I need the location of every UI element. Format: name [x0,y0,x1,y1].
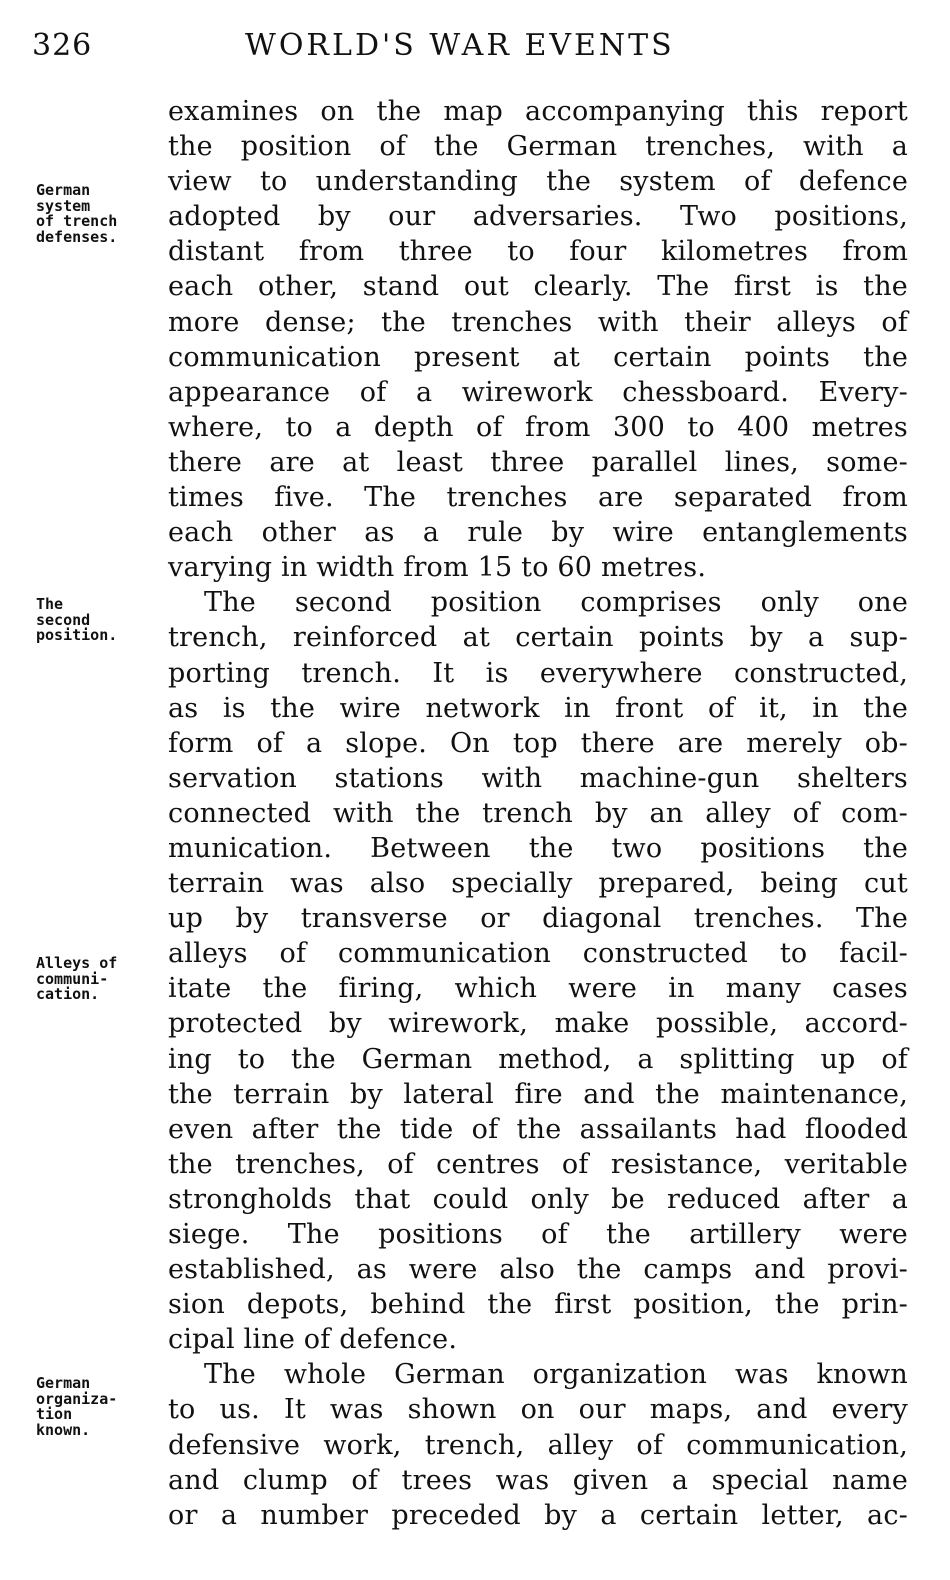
margin-note-trench-defenses: German system of trench defenses. [36,181,118,246]
text-line: the trenches, of centres of resistance, veritable [168,1148,908,1180]
text-line: trench, reinforced at certain points by a sup- [168,622,908,654]
text-line: up by transverse or diagonal trenches. The [168,903,908,935]
text-line: view to understanding the system of defence [168,166,908,198]
text-line: cipal line of defence. [168,1324,458,1356]
text-line: The second position comprises only one [204,587,908,619]
text-line: to us. It was shown on our maps, and every [168,1394,908,1426]
text-line: the terrain by lateral fire and the maintenance, [168,1078,908,1110]
running-head: WORLD'S WAR EVENTS [245,28,675,63]
text-line: defensive work, trench, alley of communication, [168,1429,908,1461]
text-line: even after the tide of the assailants had flooded [168,1113,908,1145]
text-line: appearance of a wirework chessboard. Every- [168,376,908,408]
text-line: protected by wirework, make possible, accord- [168,1008,908,1040]
text-line: strongholds that could only be reduced after a [168,1183,908,1215]
margin-note-organization: German organiza- tion known. [36,1374,118,1439]
text-line: The whole German organization was known [204,1359,908,1391]
text-line: communication present at certain points the [168,341,908,373]
text-line: as is the wire network in front of it, in the [168,692,908,724]
margin-note-second-position: The second position. [36,595,118,644]
text-line: the position of the German trenches, with a [168,131,908,163]
text-line: adopted by our adversaries. Two positions, [168,201,908,233]
text-line: alleys of communication constructed to facil- [168,938,908,970]
text-line: siege. The positions of the artillery were [168,1219,908,1250]
text-line: varying in width from 15 to 60 metres. [168,552,707,584]
text-line: terrain was also specially prepared, being cut [168,868,908,900]
text-line: each other as a rule by wire entanglements [168,517,908,549]
text-line: more dense; the trenches with their alleys of [168,306,908,338]
text-line: munication. Between the two positions the [168,832,908,864]
text-line: sion depots, behind the first position, the prin- [168,1289,908,1321]
text-line: there are at least three parallel lines, some- [168,446,908,478]
text-line: servation stations with machine-gun shelters [168,762,908,794]
body-text [168,94,908,1533]
text-line: examines on the map accompanying this report [168,96,908,127]
text-line: connected with the trench by an alley of com- [168,797,908,829]
page-number: 326 [32,28,93,63]
text-line: porting trench. It is everywhere constructed, [168,657,908,689]
text-line: established, as were also the camps and provi- [168,1254,908,1286]
text-line: distant from three to four kilometres from [168,236,908,268]
page-header [0,22,950,72]
text-line: form of a slope. On top there are merely ob- [168,727,908,759]
text-line: times five. The trenches are separated from [168,482,908,514]
text-line: or a number preceded by a certain letter, ac- [168,1499,908,1531]
text-line: and clump of trees was given a special name [168,1464,908,1496]
text-line: each other, stand out clearly. The first is the [168,271,908,303]
margin-note-alleys: Alleys of communi- cation. [36,954,118,1003]
text-line: where, to a depth of from 300 to 400 metres [168,411,908,443]
text-line: itate the firing, which were in many cases [168,973,908,1005]
text-line: ing to the German method, a splitting up of [168,1043,908,1075]
